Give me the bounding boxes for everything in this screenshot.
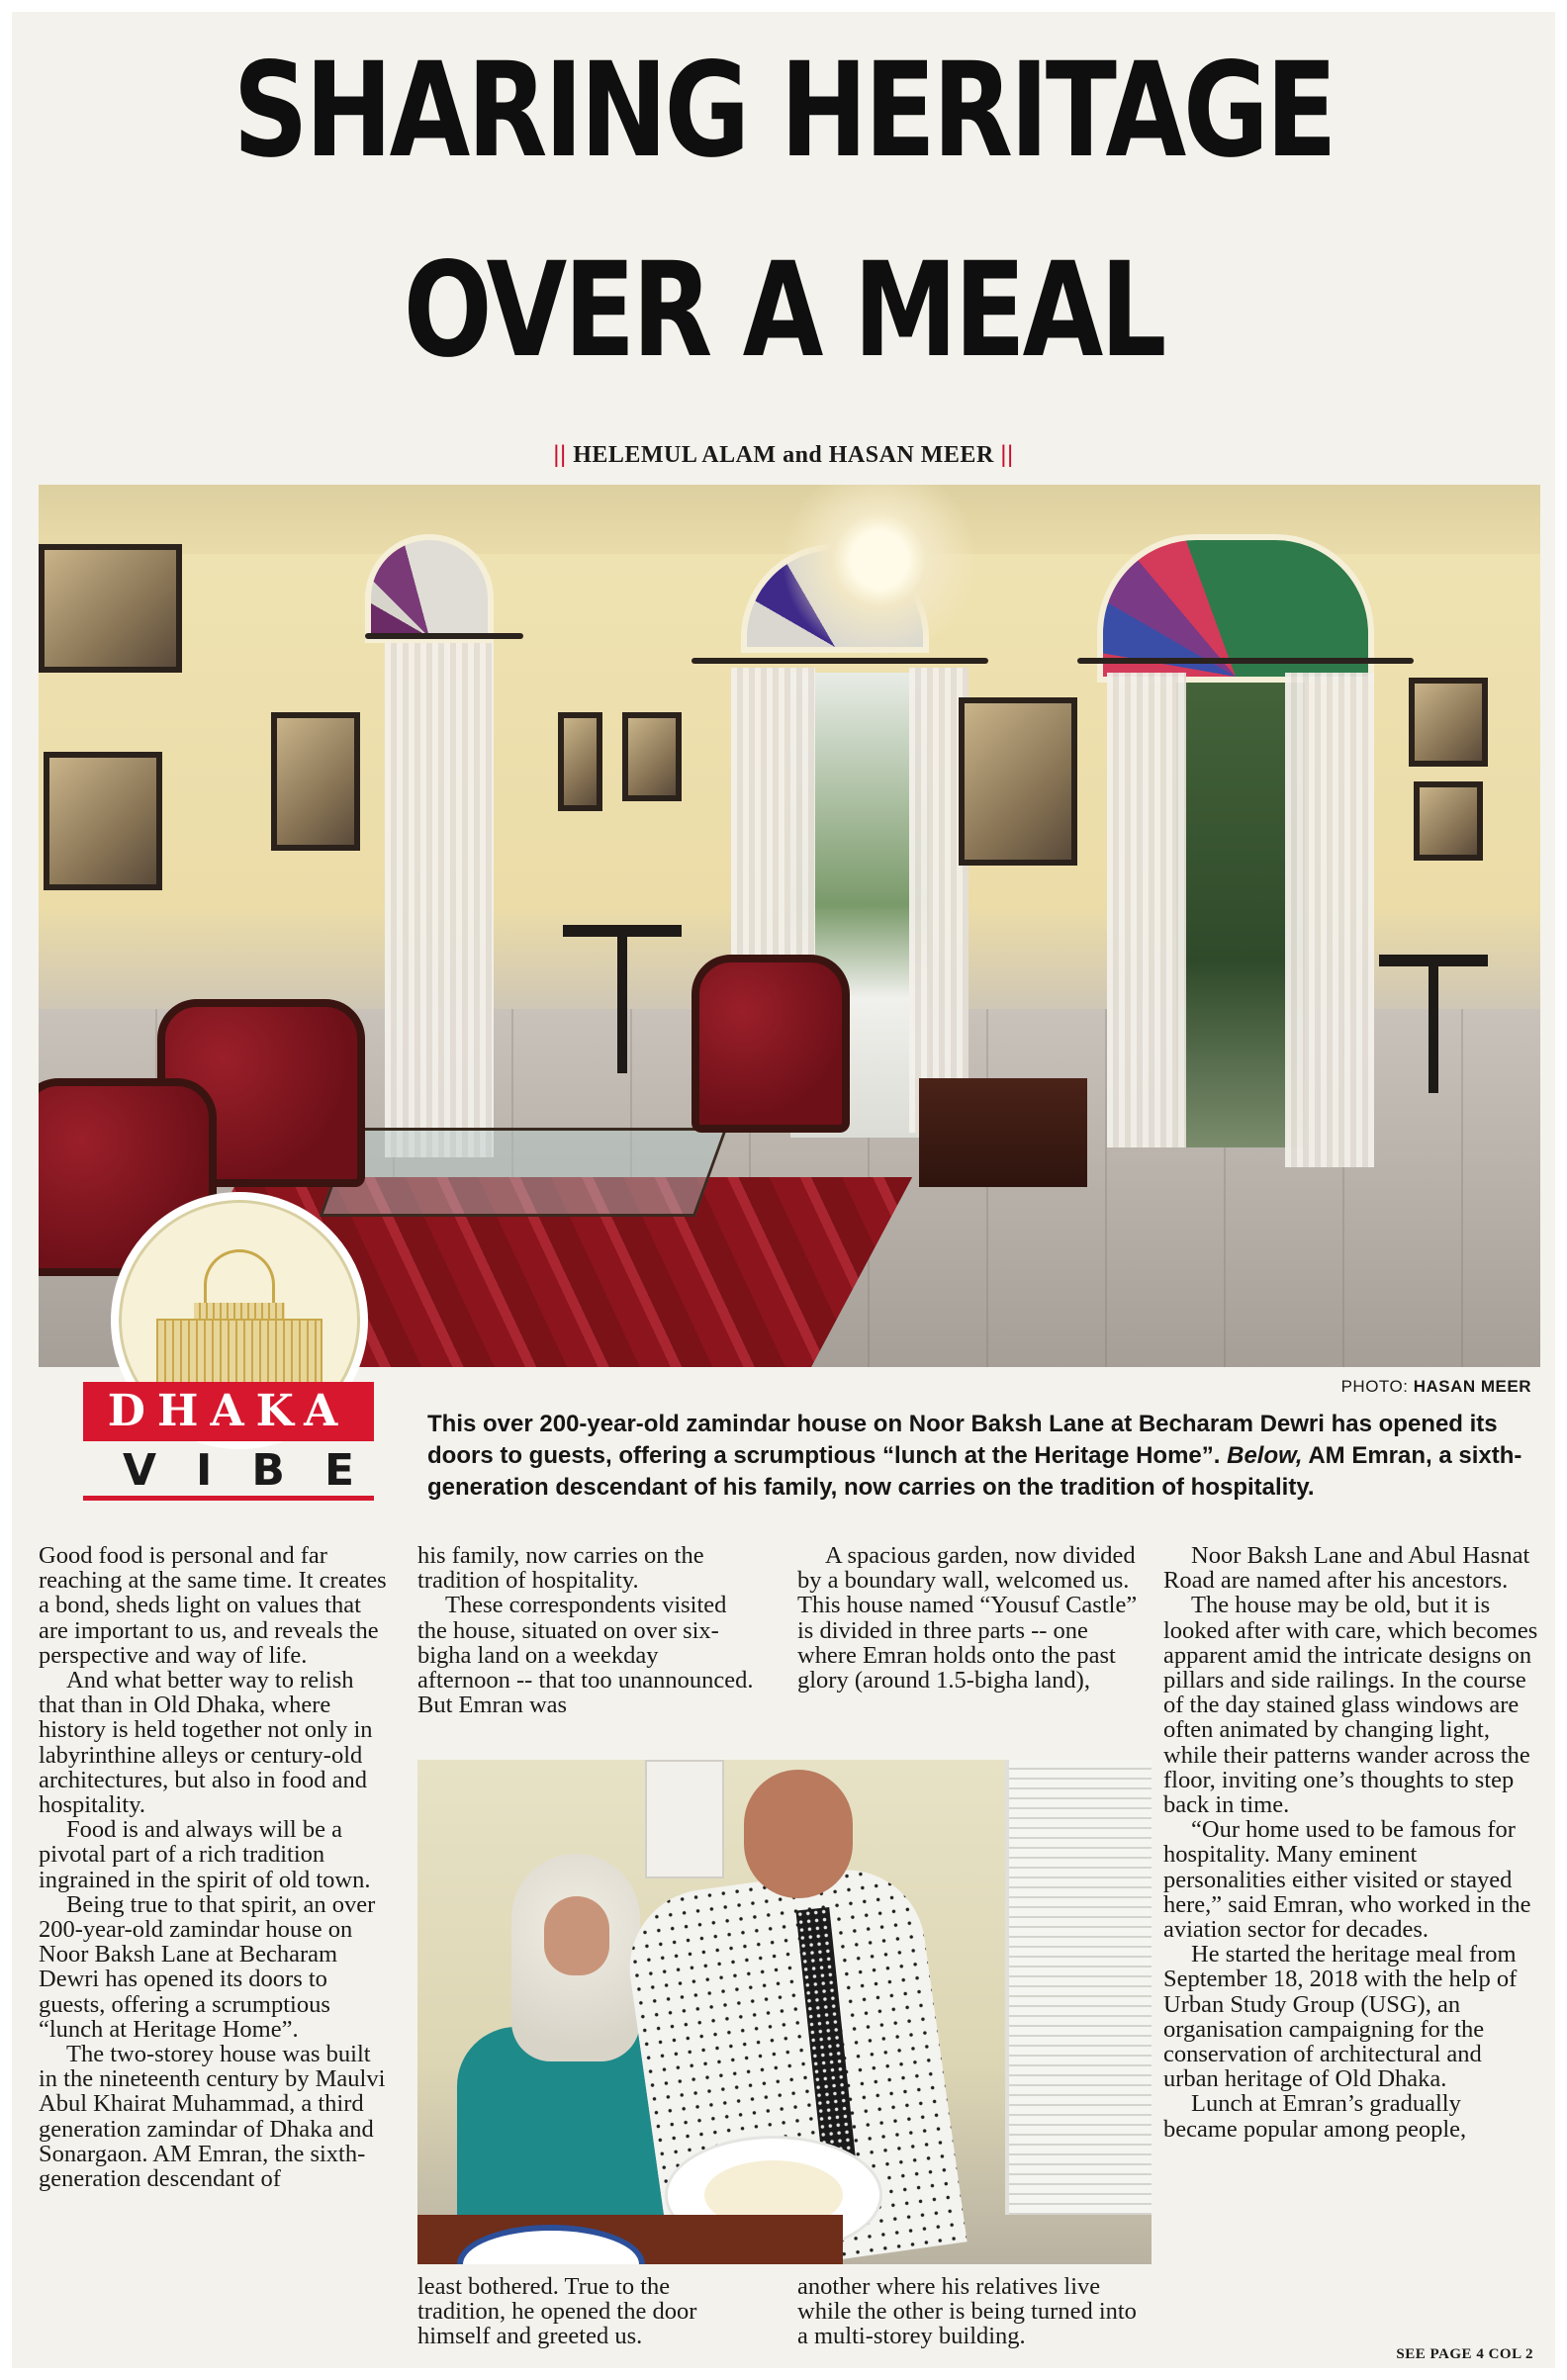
newspaper-page <box>12 12 1555 2368</box>
paragraph: “Our home used to be famous for hospitality. Many eminent personalities either visited or stayed here,” said Emran, who worked in the aviation sector for decades. <box>1163 1816 1531 1944</box>
article-column-2-bottom <box>417 2274 754 2349</box>
paragraph: The two-storey house was built in the nineteenth century by Maulvi Abul Khairat Muhammad, a third generation zamindar of Dhaka and Sonargaon. AM Emran, the sixth-generation descendant of <box>39 2041 386 2193</box>
chandelier <box>771 485 988 673</box>
framed-painting <box>44 752 162 890</box>
byline-authors: HELEMUL ALAM and HASAN MEER <box>573 442 994 468</box>
curtain-rod <box>691 658 988 664</box>
dome-shape <box>204 1249 275 1305</box>
curtain-rod <box>365 633 523 639</box>
paragraph: Noor Baksh Lane and Abul Hasnat Road are named after his ancestors. <box>1163 1542 1530 1595</box>
framed-painting <box>622 712 682 801</box>
photo2-woman-face <box>544 1896 609 1975</box>
photo2-cabinet <box>645 1760 724 1878</box>
photo-am-emran-serving-lunch <box>417 1760 1152 2264</box>
framed-painting <box>271 712 360 851</box>
byline <box>12 441 1555 469</box>
photo-credit <box>1341 1377 1531 1397</box>
article-column-3-top <box>797 1543 1152 1693</box>
framed-painting <box>558 712 602 811</box>
photo-credit-name: HASAN MEER <box>1413 1377 1531 1396</box>
paragraph: And what better way to relish that than in Old Dhaka, where history is held together not only in labyrinthine alleys or century-old architectures, but also in food and hospitality. <box>39 1667 373 1819</box>
lace-curtain <box>385 643 494 1157</box>
photo-caption <box>427 1409 1537 1504</box>
jump-line[interactable]: SEE PAGE 4 COL 2 <box>1396 2346 1533 2362</box>
armchair <box>691 955 850 1133</box>
paragraph: A spacious garden, now divided by a boundary wall, welcomed us. This house named “Yousuf Castle” is divided in three parts -- one where Emran holds onto the past glory (around 1.5-bigha land), <box>797 1542 1138 1694</box>
framed-painting <box>1414 781 1483 861</box>
framed-painting <box>1409 678 1488 767</box>
wooden-chest <box>919 1078 1087 1187</box>
caption-part-1: This over 200-year-old zamindar house on Noor Baksh Lane at Becharam Dewri has opened its doors to guests, offering a scrumptious “lunch at the Heritage Home”. <box>427 1411 1498 1469</box>
byline-bar-right: || <box>1000 441 1014 468</box>
paragraph: These correspondents visited the house, situated on over six-bigha land on a weekday afternoon -- that too unannounced. But Emran was <box>417 1592 754 1719</box>
byline-bar-left: || <box>553 441 567 468</box>
section-logo-rule <box>83 1496 374 1501</box>
section-logo-dhaka: DHAKA <box>83 1382 374 1441</box>
photo2-man-head <box>744 1770 853 1898</box>
heritage-building-icon <box>156 1249 323 1398</box>
photo2-louvered-door <box>1005 1760 1152 2215</box>
building-body-shape <box>156 1319 323 1388</box>
paragraph: Lunch at Emran’s gradually became popular among people, <box>1163 2090 1467 2143</box>
lace-curtain <box>1285 673 1374 1167</box>
paragraph: his family, now carries on the tradition of hospitality. <box>417 1542 704 1595</box>
framed-painting <box>959 697 1077 866</box>
framed-painting <box>39 544 182 673</box>
paragraph: Food is and always will be a pivotal part of a rich tradition ingrained in the spirit of old town. <box>39 1816 371 1893</box>
caption-below: Below, <box>1227 1442 1303 1469</box>
article-column-1 <box>39 1543 393 2191</box>
lace-curtain <box>1107 673 1186 1147</box>
article-column-4 <box>1163 1543 1539 2142</box>
paragraph: another where his relatives live while the other is being turned into a multi-storey building. <box>797 2273 1137 2350</box>
curtain-rod <box>1077 658 1414 664</box>
side-table-leg <box>617 935 627 1073</box>
photo-credit-label: PHOTO: <box>1340 1377 1409 1396</box>
article-column-3-bottom <box>797 2274 1152 2349</box>
headline-line-2: OVER A MEAL <box>403 234 1164 387</box>
paragraph: Being true to that spirit, an over 200-year-old zamindar house on Noor Baksh Lane at Becharam Dewri has opened its doors to guests, offering a scrumptious “lunch at Heritage Home”. <box>39 1890 376 2043</box>
side-table-leg <box>1429 964 1438 1093</box>
headline-line-1: SHARING HERITAGE <box>232 35 1335 187</box>
paragraph: The house may be old, but it is looked after with care, which becomes apparent amid the intricate designs on pillars and side railings. In the course of the day stained glass windows are often animated by changing light, while their patterns wander across the floor, inviting one’s thoughts to step back in time. <box>1163 1592 1538 1819</box>
article-column-2-top <box>417 1543 754 1717</box>
caption-part-2: AM Emran, a sixth-generation descendant of his family, now carries on the tradition of hospitality. <box>427 1442 1522 1501</box>
paragraph: Good food is personal and far reaching at the same time. It creates a bond, sheds light on values that are important to us, and reveals the perspective and way of life. <box>39 1542 387 1669</box>
glass-coffee-table <box>320 1128 728 1217</box>
paragraph: least bothered. True to the tradition, he opened the door himself and greeted us. <box>417 2273 697 2350</box>
section-logo-vibe: VIBE <box>123 1445 395 1496</box>
paragraph: He started the heritage meal from September 18, 2018 with the help of Urban Study Group (USG), an organisation campaigning for the conservation of architectural and urban heritage of Old Dhaka. <box>1163 1941 1518 2093</box>
